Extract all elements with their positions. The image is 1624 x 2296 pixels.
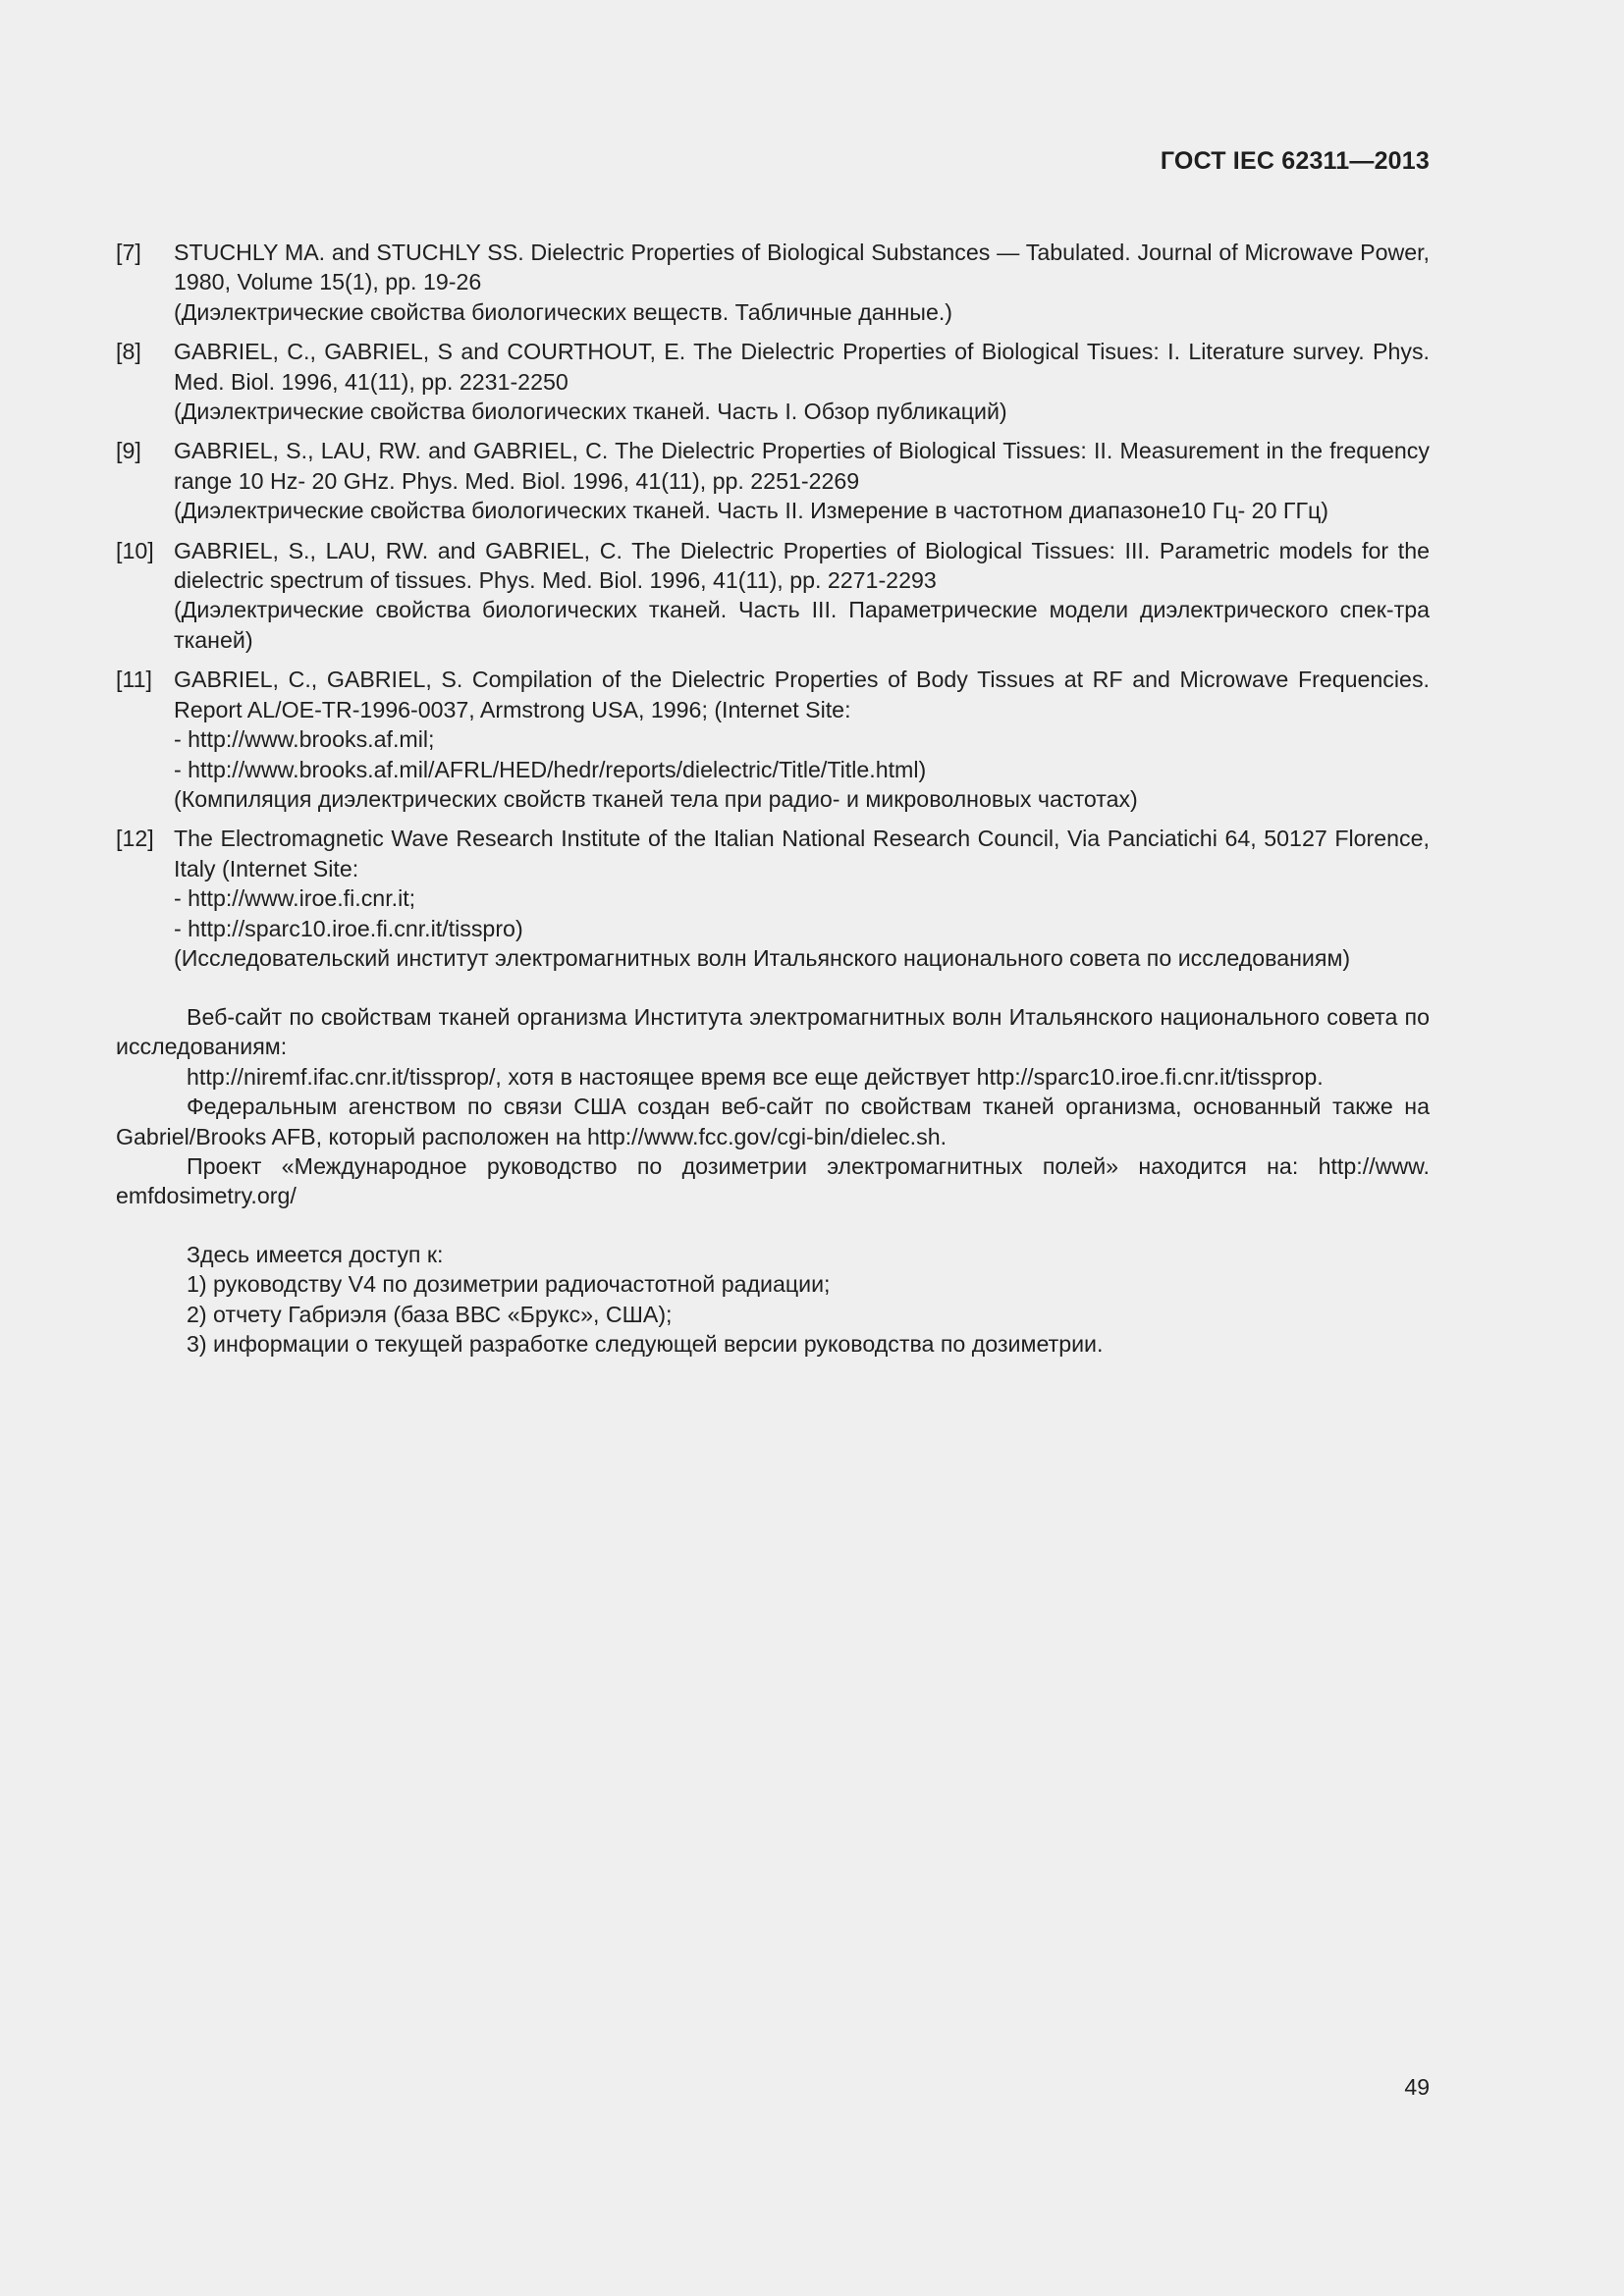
page-number: 49 (1404, 2074, 1430, 2100)
reference-item (116, 665, 1430, 814)
reference-translation: (Компиляция диэлектрических свойств тканей тела при радио- и микроволновых частотах) (174, 785, 1138, 812)
reference-text (174, 436, 1430, 525)
reference-citation: GABRIEL, C., GABRIEL, S and COURTHOUT, E. The Dielectric Properties of Biological Tisues: I. Literature survey. Phys. Med. Biol. 1996, 41(11), pp. 2231-2250 (174, 339, 1430, 395)
paragraph-website: Веб-сайт по свойствам тканей организма Института электромагнитных волн Итальянского национального совета по исследованиям: (116, 1004, 1430, 1060)
access-intro: Здесь имеется доступ к: (187, 1242, 444, 1267)
reference-url-1[interactable]: - http://www.brooks.af.mil; (174, 726, 435, 753)
reference-item (116, 824, 1430, 973)
reference-number: [9] (116, 438, 141, 464)
reference-citation: GABRIEL, S., LAU, RW. and GABRIEL, C. The Dielectric Properties of Biological Tissues: III. Parametric models for the dielectric spectrum of tissues. Phys. Med. Biol. 1996, 41(11), pp. 2271-2293 (174, 537, 1430, 594)
reference-translation: (Исследовательский институт электромагнитных волн Итальянского национального совета по исследованиям) (174, 944, 1351, 971)
reference-number: [8] (116, 339, 141, 365)
access-block (116, 1240, 1430, 1360)
reference-citation: GABRIEL, S., LAU, RW. and GABRIEL, C. The Dielectric Properties of Biological Tissues: II. Measurement in the frequency range 10 Hz- 20 GHz. Phys. Med. Biol. 1996, 41(11), pp. 2251-2269 (174, 438, 1430, 494)
reference-translation: (Диэлектрические свойства биологических тканей. Часть I. Обзор публикаций) (174, 399, 1007, 425)
reference-number: [11] (116, 667, 152, 693)
reference-translation: (Диэлектрические свойства биологических тканей. Часть II. Измерение в частотном диапазоне10 Гц- 20 ГГц) (174, 498, 1329, 524)
reference-citation: STUCHLY MA. and STUCHLY SS. Dielectric Properties of Biological Substances — Tabulated. Journal of Microwave Power, 1980, Volume 15(1), pp. 19-26 (174, 240, 1430, 295)
access-item: 1) руководству V4 по дозиметрии радиочастотной радиации; (187, 1271, 831, 1298)
reference-citation: GABRIEL, C., GABRIEL, S. Compilation of the Dielectric Properties of Body Tissues at RF and Microwave Frequencies. Report AL/OE-TR-1996-0037, Armstrong USA, 1996; (Internet Site: (174, 667, 1430, 722)
reference-translation: (Диэлектрические свойства биологических веществ. Табличные данные.) (174, 298, 953, 325)
document-code: ГОСТ IEC 62311—2013 (1160, 147, 1430, 175)
reference-text (174, 536, 1430, 656)
reference-text (174, 238, 1430, 327)
reference-item (116, 238, 1430, 327)
paragraph-project: Проект «Международное руководство по дозиметрии электромагнитных полей» находится на: http://www. emfdosimetry.org/ (116, 1153, 1430, 1209)
reference-citation: The Electromagnetic Wave Research Institute of the Italian National Research Council, Via Panciatichi 64, 50127 Florence, Italy (Internet Site: (174, 826, 1430, 881)
reference-number: [7] (116, 240, 141, 265)
access-item: 2) отчету Габриэля (база ВВС «Брукс», США); (187, 1301, 673, 1327)
paragraph-fcc: Федеральным агенством по связи США создан веб-сайт по свойствам тканей организма, основанный также на Gabriel/Brooks AFB, который расположен на http://www.fcc.gov/cgi-bin/dielec.sh. (116, 1094, 1430, 1149)
reference-text (174, 665, 1430, 814)
body-text (116, 1002, 1430, 1211)
reference-url-1[interactable]: - http://www.iroe.fi.cnr.it; (174, 885, 416, 912)
reference-number: [12] (116, 826, 154, 852)
reference-item (116, 436, 1430, 525)
reference-translation: (Диэлектрические свойства биологических тканей. Часть III. Параметрические модели диэлектрического спек-тра тканей) (174, 597, 1430, 653)
reference-number: [10] (116, 537, 154, 563)
paragraph-urls: http://niremf.ifac.cnr.it/tissprop/, хотя в настоящее время все еще действует http://sparc10.iroe.fi.cnr.it/tissprop. (187, 1063, 1324, 1090)
reference-text (174, 824, 1430, 973)
reference-list (116, 238, 1430, 983)
reference-item (116, 337, 1430, 426)
access-item: 3) информации о текущей разработке следующей версии руководства по дозиметрии. (187, 1331, 1104, 1358)
reference-url-2[interactable]: - http://www.brooks.af.mil/AFRL/HED/hedr/reports/dielectric/Title/Title.html) (174, 756, 927, 782)
reference-text (174, 337, 1430, 426)
reference-url-2[interactable]: - http://sparc10.iroe.fi.cnr.it/tisspro) (174, 915, 523, 941)
reference-item (116, 536, 1430, 656)
